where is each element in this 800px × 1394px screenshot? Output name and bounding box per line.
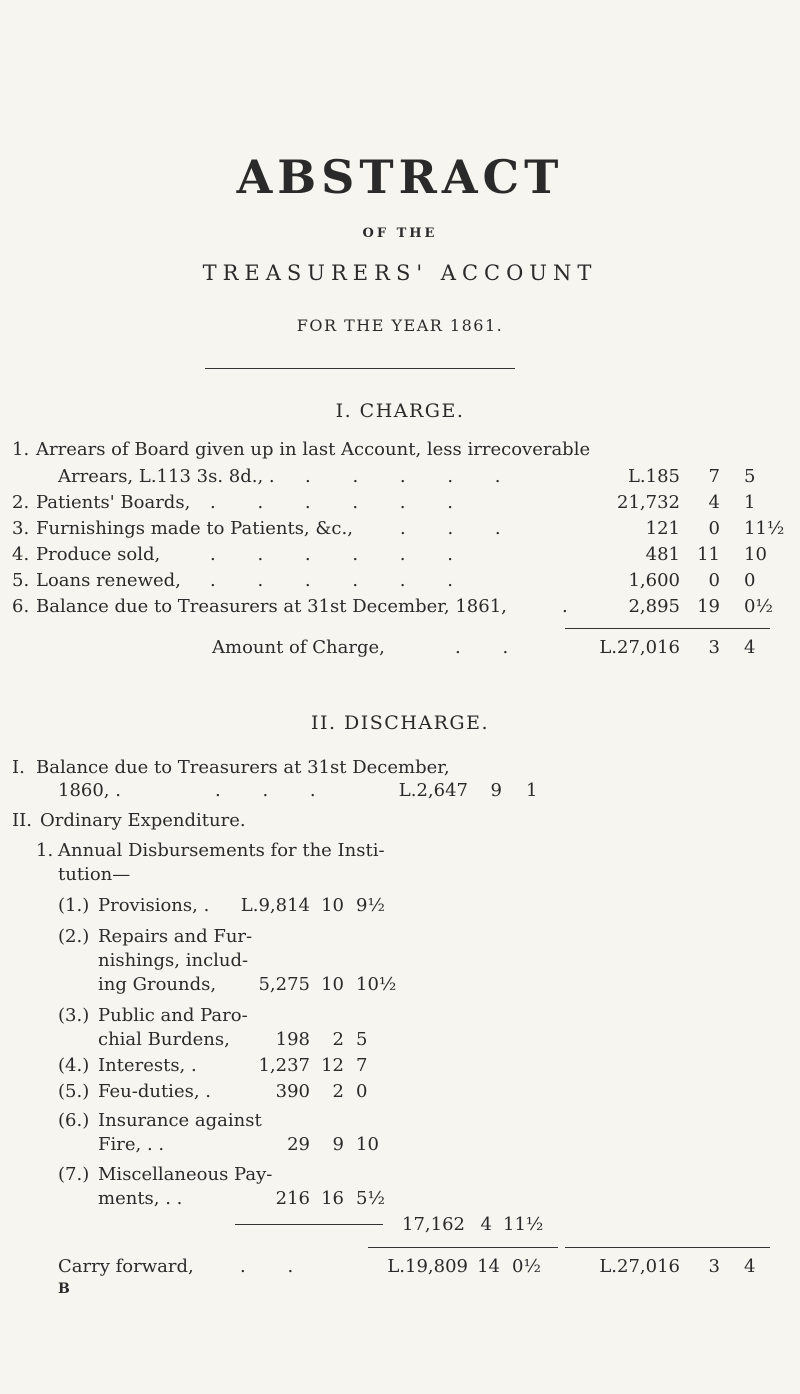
amount-pence: 1	[744, 492, 756, 513]
expense-label-cont: Fire, . .	[98, 1134, 165, 1155]
leader-dots: . . . . . .	[210, 544, 471, 565]
sub-item-number: 1.	[36, 840, 54, 861]
amount-pence: 0	[744, 570, 756, 591]
amount-shillings: 9	[490, 780, 502, 801]
leader-dots: . . . . . .	[210, 492, 471, 513]
amount-pounds: 21,732	[617, 492, 680, 513]
expense-pence: 0	[356, 1081, 368, 1102]
expense-label: Interests, .	[98, 1055, 197, 1076]
amount-shillings: 7	[708, 466, 720, 487]
carry-rule-left	[368, 1247, 558, 1248]
expense-pounds: 390	[275, 1081, 310, 1102]
amount-pence: 11½	[744, 518, 785, 539]
expense-pence: 9½	[356, 895, 385, 916]
expense-label-cont: ing Grounds,	[98, 974, 217, 995]
expense-pounds: 1,237	[258, 1055, 310, 1076]
carry-forward-label: Carry forward,	[58, 1256, 194, 1277]
amount-pounds: L.2,647	[398, 780, 468, 801]
page-title: ABSTRACT	[236, 150, 564, 204]
amount-pence: 10	[744, 544, 767, 565]
discharge-item-text: Ordinary Expenditure.	[40, 810, 246, 831]
expense-label-cont: nishings, includ-	[98, 950, 249, 971]
carry-forward-pence: 0½	[512, 1256, 541, 1277]
amount-pounds: 1,600	[628, 570, 680, 591]
expense-number: (3.)	[58, 1005, 90, 1026]
expense-pounds: 5,275	[258, 974, 310, 995]
amount-shillings: 0	[708, 570, 720, 591]
amount-shillings: 19	[697, 596, 720, 617]
subtotal-pounds: 17,162	[402, 1214, 465, 1235]
subtotal-shillings: 4	[480, 1214, 492, 1235]
expense-pounds: 198	[275, 1029, 310, 1050]
carry-total-pounds: L.27,016	[599, 1256, 680, 1277]
charge-total-rule	[565, 628, 770, 629]
carry-total-shillings: 3	[708, 1256, 720, 1277]
expense-pence: 5½	[356, 1188, 385, 1209]
leader-dots: . . .	[400, 518, 519, 539]
amount-pounds: 121	[645, 518, 680, 539]
discharge-item-number: I.	[12, 757, 25, 778]
leader-dots: . . .	[215, 780, 334, 801]
expense-label: Public and Paro-	[98, 1005, 248, 1026]
charge-item-text: Balance due to Treasurers at 31st December, 1861,	[36, 596, 507, 617]
charge-item-text-cont: Arrears, L.113 3s. 8d., .	[58, 466, 275, 487]
leader-dots: . . . . .	[305, 466, 519, 487]
charge-item-number: 3.	[12, 518, 30, 539]
charge-item-number: 5.	[12, 570, 30, 591]
charge-item-text: Produce sold,	[36, 544, 161, 565]
discharge-item-text: Balance due to Treasurers at 31st December,	[36, 757, 450, 778]
subtotal-pence: 11½	[503, 1214, 544, 1235]
expense-number: (1.)	[58, 895, 90, 916]
expense-label-cont: ments, . .	[98, 1188, 183, 1209]
discharge-heading: II. DISCHARGE.	[310, 712, 490, 734]
charge-item-number: 1.	[12, 439, 30, 460]
expense-number: (5.)	[58, 1081, 90, 1102]
amount-pounds: 481	[645, 544, 680, 565]
signature-mark: B	[58, 1281, 70, 1297]
expense-pence: 10½	[356, 974, 397, 995]
expense-shillings: 2	[332, 1081, 344, 1102]
discharge-item-number: II.	[12, 810, 32, 831]
sub-item-text-cont: tution—	[58, 864, 131, 885]
expense-pence: 5	[356, 1029, 368, 1050]
leader-dots: .	[562, 596, 568, 617]
charge-item-text: Loans renewed,	[36, 570, 181, 591]
account-title: TREASURERS' ACCOUNT	[202, 261, 598, 285]
amount-pounds: 2,895	[628, 596, 680, 617]
leader-dots: . . . . . .	[210, 570, 471, 591]
charge-item-text: Arrears of Board given up in last Account, less irrecoverable	[36, 439, 591, 460]
amount-pence: 0½	[744, 596, 773, 617]
leader-dots: . .	[240, 1256, 312, 1277]
expense-pence: 7	[356, 1055, 368, 1076]
expense-label: Insurance against	[98, 1110, 262, 1131]
carry-total-pence: 4	[744, 1256, 756, 1277]
expense-shillings: 2	[332, 1029, 344, 1050]
amount-shillings: 11	[697, 544, 720, 565]
expense-shillings: 12	[321, 1055, 344, 1076]
expense-label: Provisions, .	[98, 895, 210, 916]
expense-label: Feu-duties, .	[98, 1081, 211, 1102]
expense-pence: 10	[356, 1134, 379, 1155]
expense-shillings: 16	[321, 1188, 344, 1209]
charge-item-text: Patients' Boards,	[36, 492, 191, 513]
expense-pounds: 29	[287, 1134, 310, 1155]
sub-item-text: Annual Disbursements for the Insti-	[58, 840, 385, 861]
charge-item-number: 4.	[12, 544, 30, 565]
carry-forward-pounds: L.19,809	[387, 1256, 468, 1277]
expense-label: Repairs and Fur-	[98, 926, 253, 947]
charge-heading: I. CHARGE.	[335, 400, 465, 422]
discharge-item-text-cont: 1860, .	[58, 780, 121, 801]
expense-number: (7.)	[58, 1164, 90, 1185]
expense-shillings: 10	[321, 974, 344, 995]
amount-pence: 1	[526, 780, 538, 801]
expense-shillings: 9	[332, 1134, 344, 1155]
charge-item-number: 6.	[12, 596, 30, 617]
year-label: FOR THE YEAR 1861.	[296, 316, 504, 335]
amount-shillings: 0	[708, 518, 720, 539]
amount-pounds: L.185	[627, 466, 680, 487]
charge-total-shillings: 3	[708, 637, 720, 658]
header-divider	[205, 368, 515, 369]
charge-item-text: Furnishings made to Patients, &c.,	[36, 518, 353, 539]
expense-pounds: 216	[275, 1188, 310, 1209]
charge-item-number: 2.	[12, 492, 30, 513]
expense-pounds: L.9,814	[240, 895, 310, 916]
charge-total-pounds: L.27,016	[599, 637, 680, 658]
expense-shillings: 10	[321, 895, 344, 916]
expense-number: (6.)	[58, 1110, 90, 1131]
expense-label-cont: chial Burdens,	[98, 1029, 230, 1050]
leader-dots: . .	[455, 637, 527, 658]
of-the-label: OF THE	[362, 226, 438, 241]
amount-pence: 5	[744, 466, 756, 487]
charge-total-label: Amount of Charge,	[212, 637, 385, 658]
subtotal-rule	[235, 1224, 383, 1225]
carry-forward-shillings: 14	[477, 1256, 500, 1277]
carry-rule-right	[565, 1247, 770, 1248]
expense-label: Miscellaneous Pay-	[98, 1164, 273, 1185]
amount-shillings: 4	[708, 492, 720, 513]
expense-number: (4.)	[58, 1055, 90, 1076]
charge-total-pence: 4	[744, 637, 756, 658]
expense-number: (2.)	[58, 926, 90, 947]
